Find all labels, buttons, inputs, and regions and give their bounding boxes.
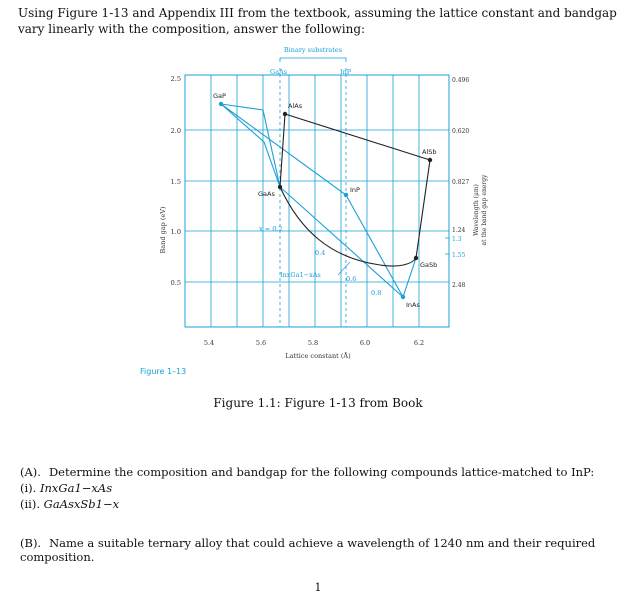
point-gasb (414, 256, 418, 260)
point-alsb (428, 158, 432, 162)
point-inp (344, 193, 348, 197)
label-inas: InAs (406, 301, 420, 309)
right-tick: 1.55 (452, 252, 466, 259)
x-tick: 5.6 (255, 339, 267, 347)
right-tick: 1.3 (452, 236, 462, 243)
right-tick: 0.620 (452, 128, 470, 135)
question-a-ii-formula: GaAsxSb1−x (43, 497, 120, 511)
point-gaas (278, 185, 282, 189)
annot-x08: 0.8 (371, 289, 382, 297)
intro-paragraph: Using Figure 1-13 and Appendix III from the textbook, assuming the lattice constant and bandgap vary linearly with the composition, answer the following: (18, 6, 617, 36)
y-tick: 0.5 (170, 279, 181, 287)
x-tick: 5.8 (307, 339, 319, 347)
x-tick: 5.4 (203, 339, 215, 347)
right-tick: 0.827 (452, 179, 470, 186)
horizontal-gridlines (185, 130, 449, 282)
annot-x06: 0.6 (346, 275, 357, 283)
vertical-gridlines (211, 75, 419, 327)
y-tick: 2.5 (170, 75, 181, 83)
question-a-i-num: (i). (20, 481, 37, 495)
y-tick: 1.0 (170, 228, 181, 236)
annot-x02: x = 0.2 (259, 225, 283, 233)
x-axis-title: Lattice constant (Å) (285, 352, 351, 360)
question-b-text: Name a suitable ternary alloy that could achieve a wavelength of 1240 nm and their required composition. (20, 536, 596, 564)
right-tick: 2.48 (452, 282, 466, 289)
question-a-ii-num: (ii). (20, 497, 40, 511)
plot-frame (185, 75, 449, 327)
question-b (20, 536, 636, 564)
right-axis-title-1: Wavelength (μm) (473, 184, 480, 236)
question-a (20, 464, 594, 512)
right-axis-title-2: at the band gap energy (481, 174, 488, 246)
top-axis-title: Binary substrates (283, 46, 343, 54)
question-a-tag: (A). (20, 465, 41, 479)
cyan-alloy-lines (221, 104, 416, 297)
x-tick: 6.2 (413, 339, 425, 347)
leader-lines (338, 262, 350, 275)
question-a-text: Determine the composition and bandgap for the following compounds lattice-matched to InP: (48, 465, 595, 479)
top-axis-gaas: GaAs (270, 68, 288, 76)
right-tick: 0.496 (452, 77, 470, 84)
label-alas: AlAs (288, 102, 303, 110)
figure-caption: Figure 1.1: Figure 1-13 from Book (213, 396, 423, 410)
figure-label: Figure 1–13 (140, 367, 187, 376)
y-axis-title: Band gap (eV) (159, 206, 167, 254)
point-inas (401, 295, 405, 299)
x-tick: 6.0 (359, 339, 371, 347)
right-tick: 1.24 (452, 227, 466, 234)
question-a-i-formula: InxGa1−xAs (39, 481, 113, 495)
label-gasb: GaSb (420, 261, 438, 269)
substrates-bracket (280, 58, 346, 62)
label-gap: GaP (213, 92, 226, 100)
label-alsb: AlSb (422, 148, 437, 156)
point-gap (219, 102, 223, 106)
label-inp: InP (350, 186, 360, 194)
label-gaas: GaAs (258, 190, 275, 198)
y-tick: 1.5 (170, 178, 181, 186)
page-number: 1 (314, 581, 322, 594)
y-tick: 2.0 (170, 127, 181, 135)
annot-ingaas: InxGa1−xAs (280, 271, 321, 279)
top-axis-inp: InP (340, 68, 352, 76)
question-b-tag: (B). (20, 536, 42, 550)
annot-x04: 0.4 (315, 249, 326, 257)
data-points (219, 102, 432, 299)
point-alas (283, 112, 287, 116)
